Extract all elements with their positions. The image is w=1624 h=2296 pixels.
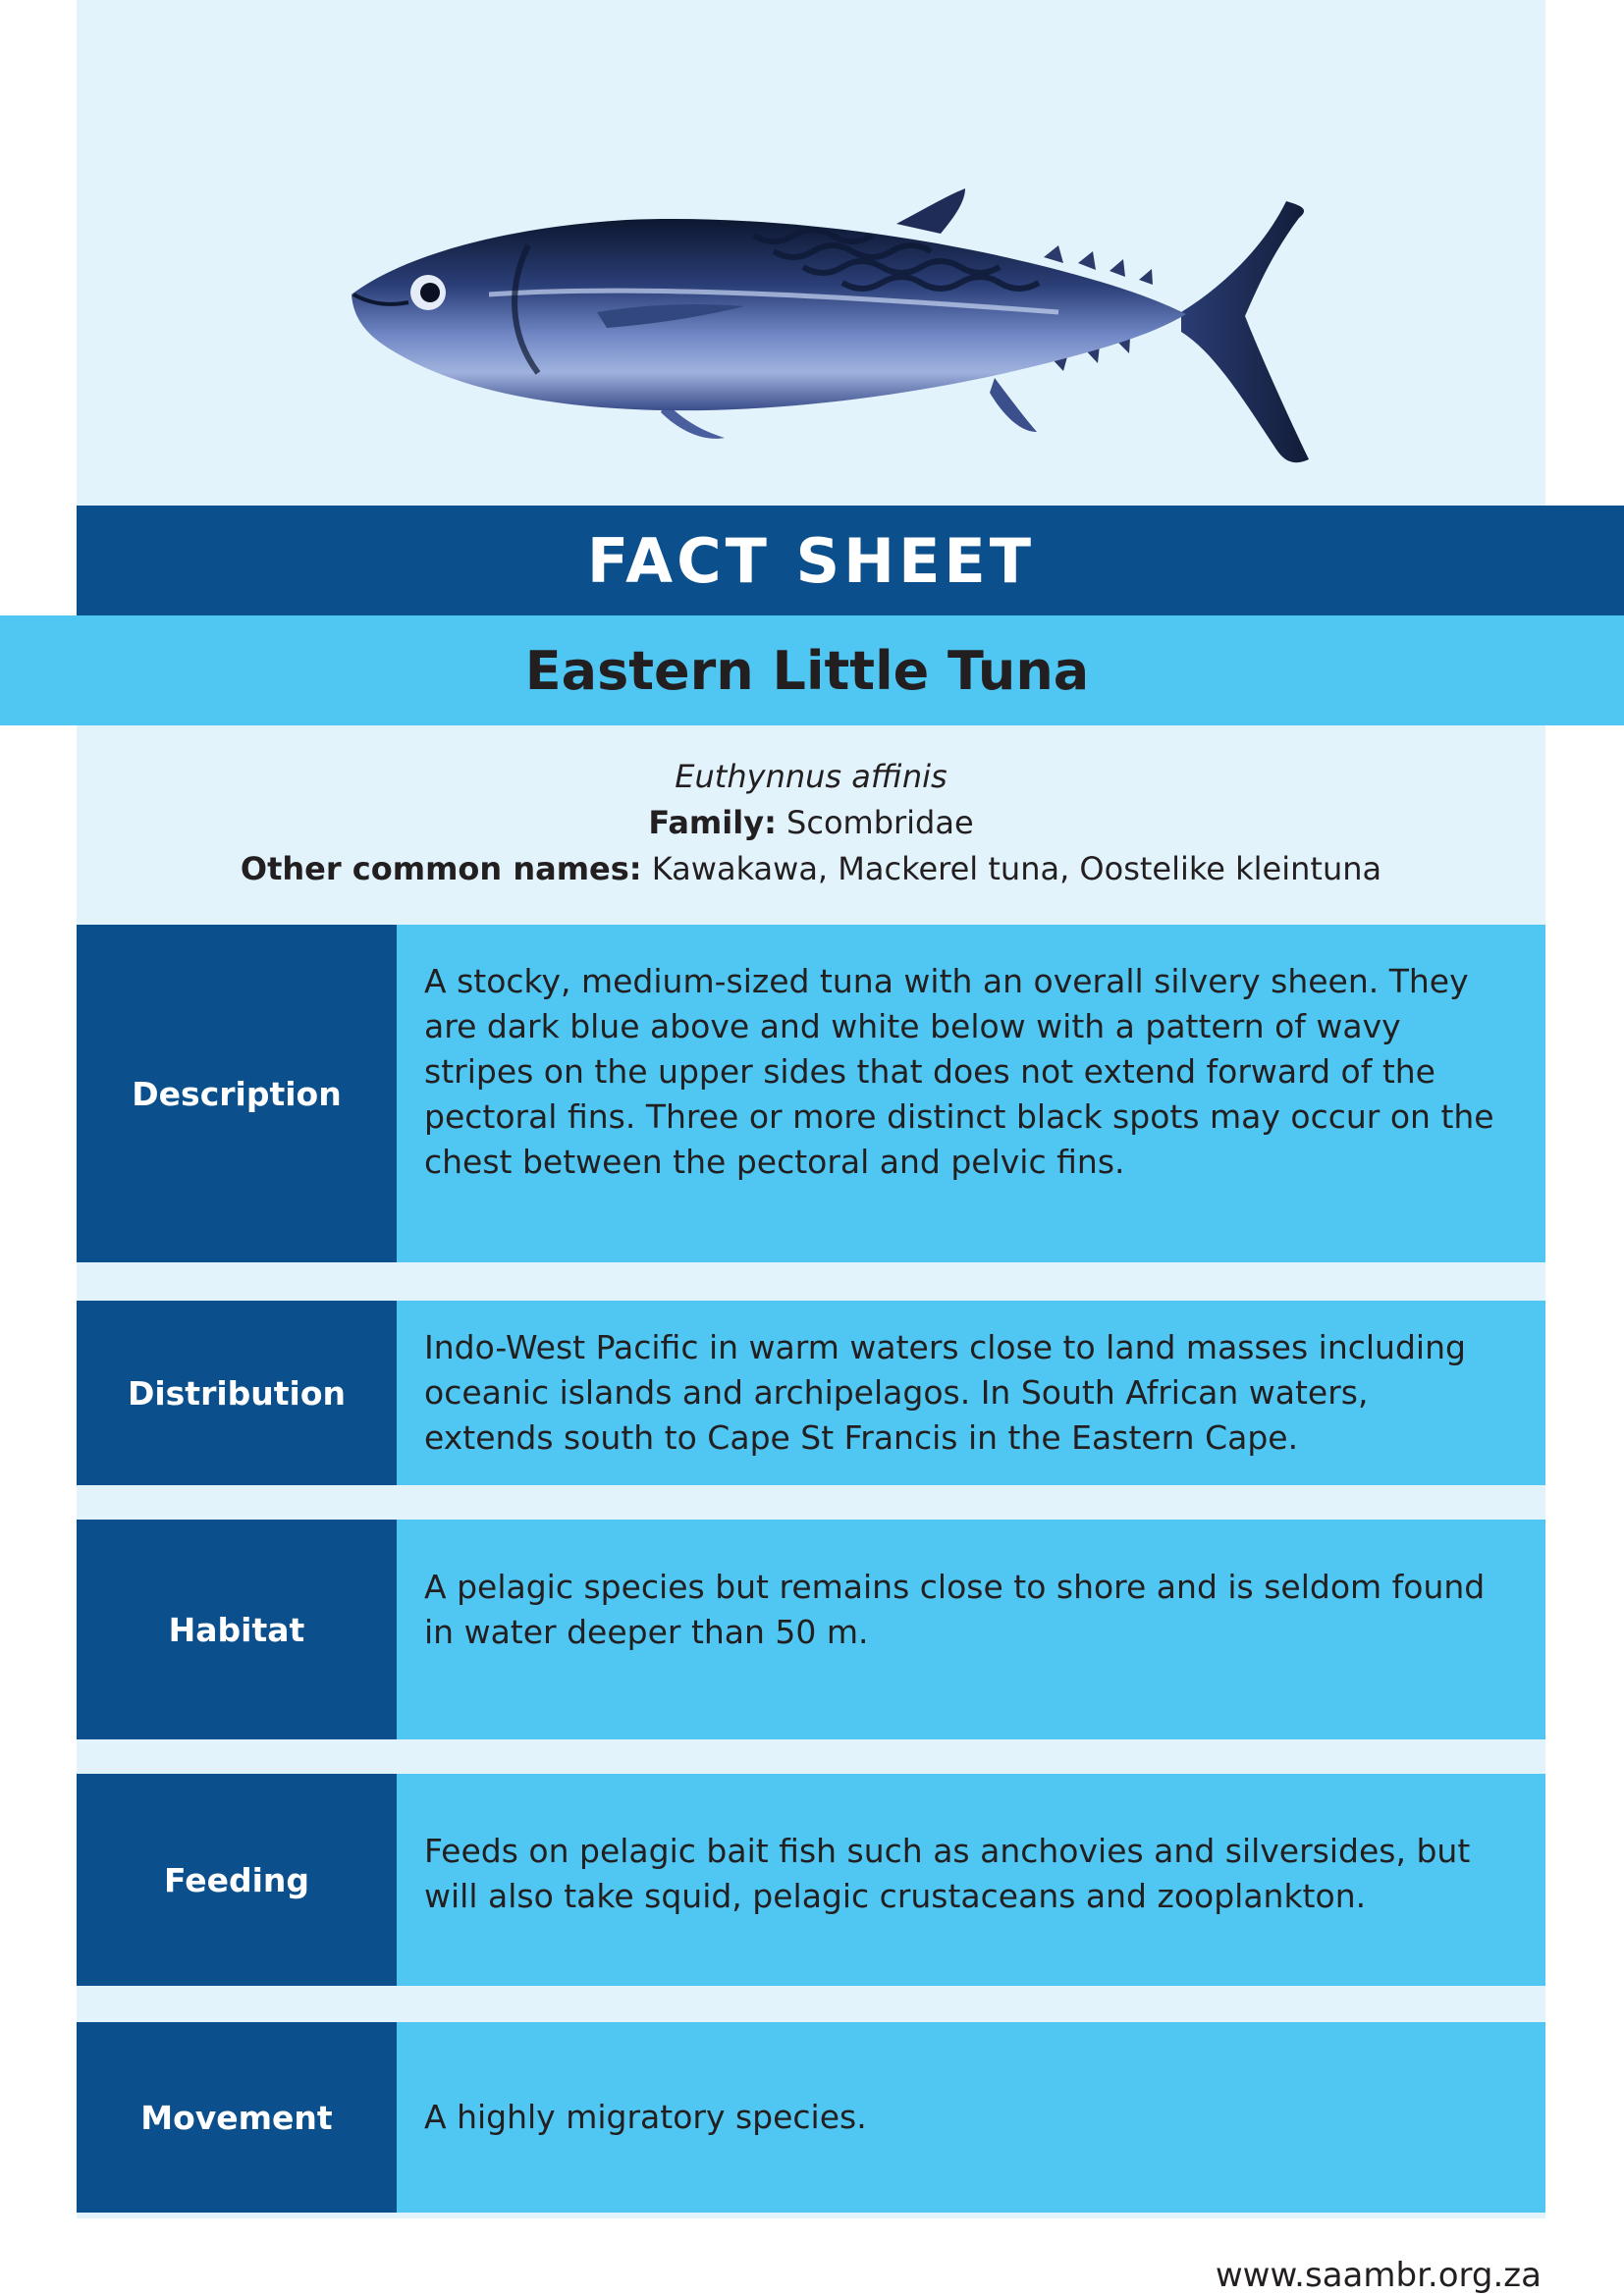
section-label: Feeding — [77, 1774, 397, 1986]
section-description — [77, 925, 1545, 1262]
section-label: Movement — [77, 2022, 397, 2213]
fact-sheet-banner — [77, 506, 1624, 615]
other-names-value: Kawakawa, Mackerel tuna, Oostelike kleintuna — [651, 850, 1382, 887]
species-name-banner — [0, 615, 1624, 725]
section-label: Habitat — [77, 1520, 397, 1739]
banner-title: FACT SHEET — [586, 524, 1036, 597]
fish-illustration — [77, 0, 1545, 506]
family-line — [77, 800, 1545, 846]
section-text: A highly migratory species. — [397, 2022, 1545, 2213]
family-value: Scombridae — [786, 804, 974, 841]
section-text: A pelagic species but remains close to shore and is seldom found in water deeper than 50 m. — [397, 1520, 1545, 1739]
section-habitat — [77, 1520, 1545, 1739]
section-label: Description — [77, 925, 397, 1262]
other-names-line — [77, 846, 1545, 892]
section-text: Indo-West Pacific in warm waters close to land masses including oceanic islands and archipelagos. In South African waters, extends south to Cape St Francis in the Eastern Cape. — [397, 1301, 1545, 1485]
section-feeding — [77, 1774, 1545, 1986]
section-text: A stocky, medium-sized tuna with an overall silvery sheen. They are dark blue above and white below with a pattern of wavy stripes on the upper sides that does not extend forward of the pectoral fins. Three or more distinct black spots may occur on the chest between the pectoral and pelvic fins. — [397, 925, 1545, 1262]
species-meta — [77, 754, 1545, 892]
section-text: Feeds on pelagic bait fish such as anchovies and silversides, but will also take squid, pelagic crustaceans and zooplankton. — [397, 1774, 1545, 1986]
species-common-name: Eastern Little Tuna — [524, 639, 1090, 702]
other-names-label: Other common names: — [240, 850, 642, 887]
section-distribution — [77, 1301, 1545, 1485]
website-link[interactable]: www.saambr.org.za — [1215, 2256, 1542, 2295]
scientific-name: Euthynnus affinis — [675, 758, 947, 795]
section-movement — [77, 2022, 1545, 2213]
family-label: Family: — [648, 804, 777, 841]
section-label: Distribution — [77, 1301, 397, 1485]
